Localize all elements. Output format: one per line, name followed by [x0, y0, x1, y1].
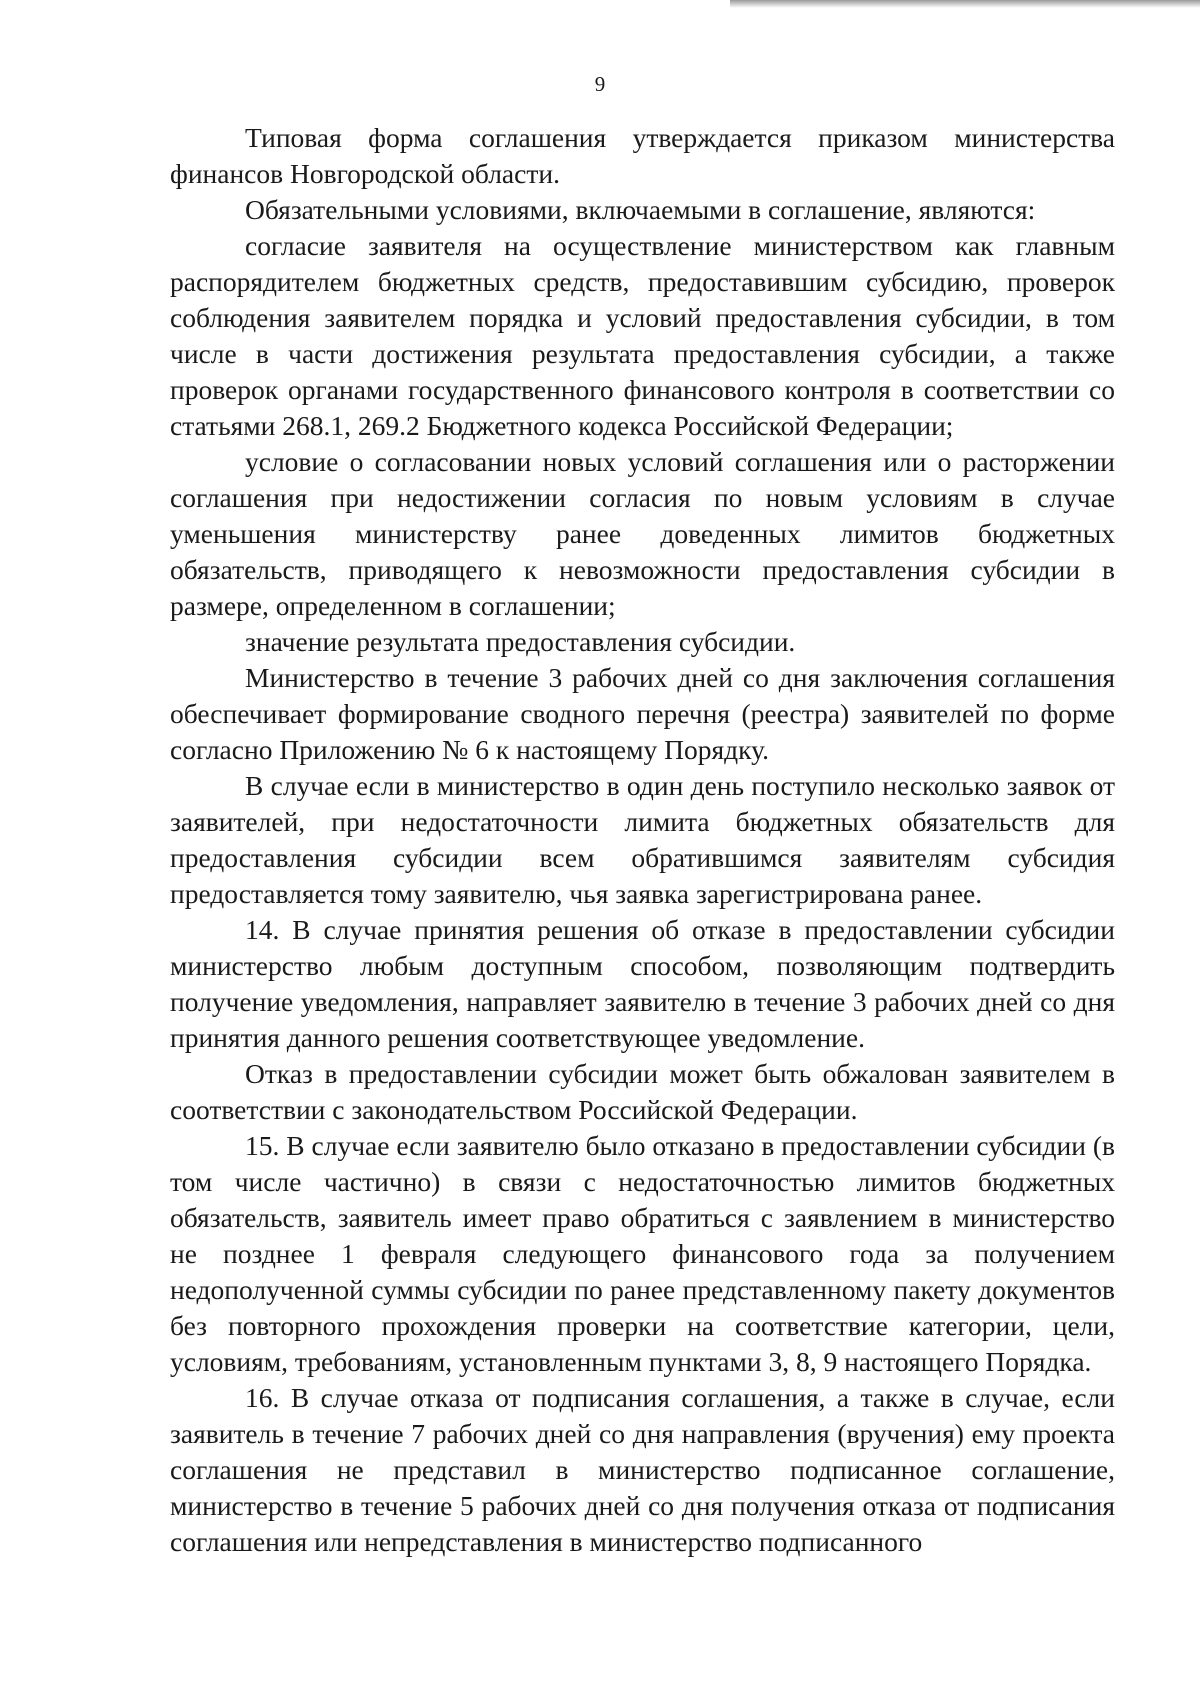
- paragraph-agreement-form: Типовая форма соглашения утверждается приказом министерства финансов Новгородской области.: [170, 122, 1115, 189]
- paragraph-appeal-refusal: Отказ в предоставлении субсидии может быть обжалован заявителем в соответствии с законодательством Российской Федерации.: [170, 1058, 1115, 1125]
- scan-edge-shadow: [730, 0, 1200, 8]
- page-number: 9: [594, 72, 606, 96]
- paragraph-section-14: 14. В случае принятия решения об отказе в предоставлении субсидии министерство любым доступным способом, позволяющим подтвердить получение уведомления, направляет заявителю в течение 3 рабочих дней со дня принятия данного решения соответствующее уведомление.: [170, 914, 1115, 1053]
- paragraph-mandatory-conditions: Обязательными условиями, включаемыми в соглашение, являются:: [245, 194, 1036, 225]
- paragraph-section-15: 15. В случае если заявителю было отказано в предоставлении субсидии (в том числе частично) в связи с недостаточностью лимитов бюджетных обязательств, заявитель имеет право обратиться с заявлением в министерство не позднее 1 февраля следующего финансового года за получением недополученной суммы субсидии по ранее представленному пакету документов без повторного прохождения проверки на соответствие категории, цели, условиям, требованиям, установленным пунктами 3, 8, 9 настоящего Порядка.: [170, 1130, 1115, 1377]
- paragraph-result-value: значение результата предоставления субсидии.: [245, 626, 796, 657]
- paragraph-section-16: 16. В случае отказа от подписания соглашения, а также в случае, если заявитель в течение 7 рабочих дней со дня направления (вручения) ему проекта соглашения не представил в министерство подписанное соглашение, министерство в течение 5 рабочих дней со дня получения отказа от подписания соглашения или непредставления в министерство подписанного: [170, 1382, 1115, 1557]
- document-body: [170, 120, 1115, 1560]
- paragraph-registry-formation: Министерство в течение 3 рабочих дней со дня заключения соглашения обеспечивает формирование сводного перечня (реестра) заявителей по форме согласно Приложению № 6 к настоящему Порядку.: [170, 662, 1115, 765]
- paragraph-consent-to-inspections: согласие заявителя на осуществление министерством как главным распорядителем бюджетных средств, предоставившим субсидию, проверок соблюдения заявителем порядка и условий предоставления субсидии, в том числе в части достижения результата предоставления субсидии, а также проверок органами государственного финансового контроля в соответствии со статьями 268.1, 269.2 Бюджетного кодекса Российской Федерации;: [170, 230, 1115, 441]
- paragraph-condition-new-terms: условие о согласовании новых условий соглашения или о расторжении соглашения при недостижении согласия по новым условиям в случае уменьшения министерству ранее доведенных лимитов бюджетных обязательств, приводящего к невозможности предоставления субсидии в размере, определенном в соглашении;: [170, 446, 1115, 621]
- paragraph-multiple-applications: В случае если в министерство в один день поступило несколько заявок от заявителей, при недостаточности лимита бюджетных обязательств для предоставления субсидии всем обратившимся заявителям субсидия предоставляется тому заявителю, чья заявка зарегистрирована ранее.: [170, 770, 1115, 909]
